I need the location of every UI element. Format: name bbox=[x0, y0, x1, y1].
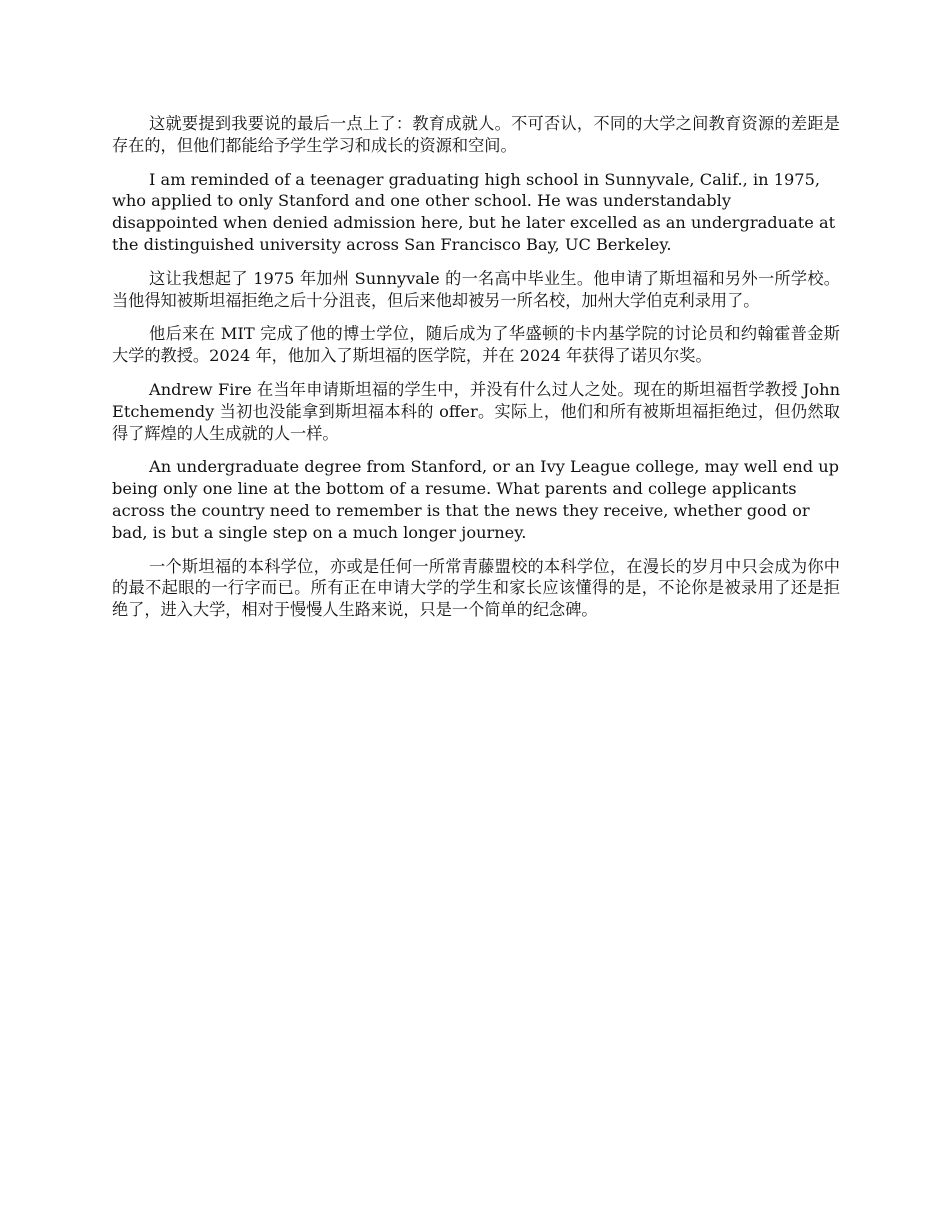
paragraph-4-zh: 他后来在 MIT 完成了他的博士学位，随后成为了华盛顿的卡内基学院的讨论员和约翰霍普金斯大学的教授。2024 年，他加入了斯坦福的医学院，并在 2024 年获得了诺贝尔奖。 bbox=[112, 324, 840, 366]
paragraph-7-zh: 一个斯坦福的本科学位，亦或是任何一所常青藤盟校的本科学位，在漫长的岁月中只会成为你中的最不起眼的一行字而已。所有正在申请大学的学生和家长应该懂得的是，不论你是被录用了还是拒绝了，进入大学，相对于慢慢人生路来说，只是一个简单的纪念碑。 bbox=[112, 556, 840, 620]
document-body bbox=[112, 113, 840, 633]
paragraph-1-zh: 这就要提到我要说的最后一点上了：教育成就人。不可否认，不同的大学之间教育资源的差距是存在的，但他们都能给予学生学习和成长的资源和空间。 bbox=[112, 114, 840, 155]
paragraph-6-en: An undergraduate degree from Stanford, or an Ivy League college, may well end up being only one line at the bottom of a resume. What parents and college applicants across the country need to remember is that the news they receive, whether good or bad, is but a single step on a much longer journey. bbox=[112, 457, 840, 542]
paragraph-5-zh: Andrew Fire 在当年申请斯坦福的学生中，并没有什么过人之处。现在的斯坦福哲学教授 John Etchemendy 当初也没能拿到斯坦福本科的 offer。实际上，他们和所有被斯坦福拒绝过，但仍然取得了辉煌的人生成就的人一样。 bbox=[112, 379, 840, 443]
paragraph-3-zh: 这让我想起了 1975 年加州 Sunnyvale 的一名高中毕业生。他申请了斯坦福和另外一所学校。当他得知被斯坦福拒绝之后十分沮丧，但后来他却被另一所名校，加州大学伯克利录用了。 bbox=[112, 268, 840, 310]
paragraph-2-en: I am reminded of a teenager graduating high school in Sunnyvale, Calif., in 1975, who applied to only Stanford and one other school. He was understandably disappointed when denied admission here, but he later excelled as an undergraduate at the distinguished university across San Francisco Bay, UC Berkeley. bbox=[112, 169, 836, 254]
